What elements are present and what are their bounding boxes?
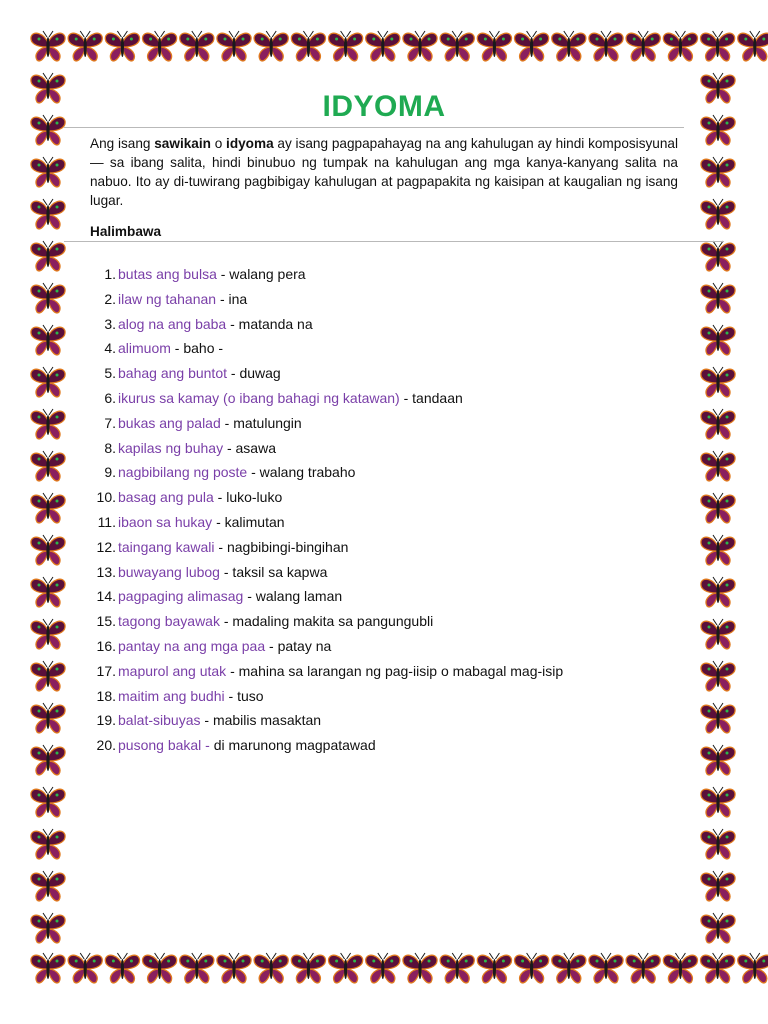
idiom-term: bukas ang palad bbox=[118, 414, 221, 431]
butterfly-icon bbox=[31, 871, 65, 901]
idiom-item bbox=[90, 415, 563, 440]
butterfly-icon bbox=[589, 953, 623, 983]
idiom-meaning: - madaling makita sa pangungubli bbox=[219, 613, 434, 630]
butterfly-icon bbox=[701, 787, 735, 817]
butterfly-icon bbox=[738, 953, 768, 983]
butterfly-icon bbox=[31, 787, 65, 817]
butterfly-icon bbox=[366, 953, 400, 983]
butterfly-icon bbox=[589, 31, 623, 61]
item-number: 2. bbox=[104, 290, 116, 307]
idiom-term: maitim ang budhi bbox=[118, 687, 225, 704]
butterfly-icon bbox=[701, 157, 735, 187]
idiom-term: basag ang pula bbox=[118, 489, 214, 506]
idiom-term: ikurus sa kamay (o ibang bahagi ng katawan) bbox=[118, 389, 400, 406]
butterfly-icon bbox=[142, 953, 176, 983]
butterfly-icon bbox=[403, 953, 437, 983]
idiom-meaning: - mabilis masaktan bbox=[200, 712, 322, 729]
butterfly-icon bbox=[180, 31, 214, 61]
butterfly-icon bbox=[31, 157, 65, 187]
butterfly-icon bbox=[31, 241, 65, 271]
butterfly-icon bbox=[31, 535, 65, 565]
butterfly-icon bbox=[403, 31, 437, 61]
idiom-meaning: - asawa bbox=[223, 439, 276, 456]
item-number: 3. bbox=[104, 315, 116, 332]
idiom-list bbox=[90, 266, 563, 762]
butterfly-icon bbox=[700, 31, 734, 61]
idiom-meaning: - walang laman bbox=[243, 588, 343, 605]
page-title: IDYOMA bbox=[322, 90, 446, 123]
idiom-term: balat-sibuyas bbox=[118, 712, 201, 729]
item-number: 8. bbox=[104, 439, 116, 456]
butterfly-icon bbox=[663, 31, 697, 61]
butterfly-icon bbox=[31, 199, 65, 229]
butterfly-icon bbox=[217, 31, 251, 61]
butterfly-icon bbox=[701, 913, 735, 943]
idiom-item bbox=[90, 564, 563, 589]
butterfly-icon bbox=[328, 31, 362, 61]
butterfly-icon bbox=[31, 115, 65, 145]
item-number: 10. bbox=[96, 489, 116, 506]
idiom-term: pusong bakal - bbox=[118, 737, 210, 754]
item-number: 9. bbox=[104, 464, 116, 481]
idiom-meaning: - duwag bbox=[227, 365, 281, 382]
idiom-item bbox=[90, 613, 563, 638]
butterfly-icon bbox=[552, 953, 586, 983]
item-number: 4. bbox=[104, 340, 116, 357]
item-number: 18. bbox=[96, 687, 116, 704]
butterfly-icon bbox=[31, 661, 65, 691]
keyword-sawikain: sawikain bbox=[154, 136, 211, 151]
butterfly-icon bbox=[31, 283, 65, 313]
idiom-term: kapilas ng buhay bbox=[118, 439, 224, 456]
idiom-meaning: di marunong magpatawad bbox=[209, 737, 376, 754]
item-number: 5. bbox=[104, 365, 116, 382]
butterfly-icon bbox=[514, 953, 548, 983]
idiom-term: alimuom bbox=[118, 340, 171, 357]
item-number: 17. bbox=[96, 662, 116, 679]
idiom-term: taingang kawali bbox=[118, 538, 215, 555]
idiom-item bbox=[90, 539, 563, 564]
idiom-meaning: - walang trabaho bbox=[247, 464, 356, 481]
title-divider bbox=[64, 127, 684, 128]
butterfly-icon bbox=[552, 31, 586, 61]
butterfly-icon bbox=[701, 325, 735, 355]
butterfly-icon bbox=[254, 31, 288, 61]
butterfly-icon bbox=[31, 367, 65, 397]
butterfly-icon bbox=[701, 367, 735, 397]
butterfly-icon bbox=[217, 953, 251, 983]
idiom-meaning: - taksil sa kapwa bbox=[219, 563, 328, 580]
idiom-item bbox=[90, 514, 563, 539]
butterfly-icon bbox=[31, 31, 65, 61]
idiom-item bbox=[90, 737, 563, 762]
idiom-term: bahag ang buntot bbox=[118, 365, 227, 382]
item-number: 14. bbox=[96, 588, 116, 605]
butterfly-icon bbox=[701, 829, 735, 859]
idiom-item bbox=[90, 365, 563, 390]
idiom-item bbox=[90, 712, 563, 737]
butterfly-icon bbox=[291, 31, 325, 61]
butterfly-icon bbox=[254, 953, 288, 983]
idiom-term: pantay na ang mga paa bbox=[118, 637, 266, 654]
butterfly-icon bbox=[328, 953, 362, 983]
idiom-term: ilaw ng tahanan bbox=[118, 290, 217, 307]
item-number: 15. bbox=[96, 613, 116, 630]
item-number: 20. bbox=[96, 737, 116, 754]
butterfly-icon bbox=[701, 703, 735, 733]
butterfly-icon bbox=[31, 493, 65, 523]
butterfly-icon bbox=[31, 73, 65, 103]
idiom-item bbox=[90, 663, 563, 688]
idiom-term: buwayang lubog bbox=[118, 563, 220, 580]
butterfly-icon bbox=[105, 953, 139, 983]
butterfly-icon bbox=[701, 283, 735, 313]
item-number: 13. bbox=[96, 563, 116, 580]
idiom-item bbox=[90, 316, 563, 341]
idiom-item bbox=[90, 588, 563, 613]
butterfly-icon bbox=[701, 535, 735, 565]
idiom-item bbox=[90, 390, 563, 415]
butterfly-icon bbox=[31, 745, 65, 775]
idiom-meaning: - ina bbox=[216, 290, 248, 307]
butterfly-icon bbox=[105, 31, 139, 61]
idiom-term: tagong bayawak bbox=[118, 613, 220, 630]
idiom-item bbox=[90, 440, 563, 465]
butterfly-icon bbox=[291, 953, 325, 983]
idiom-term: ibaon sa hukay bbox=[118, 513, 213, 530]
butterfly-icon bbox=[701, 241, 735, 271]
idiom-item bbox=[90, 340, 563, 365]
idiom-term: pagpaging alimasag bbox=[118, 588, 244, 605]
butterfly-icon bbox=[626, 31, 660, 61]
idiom-item bbox=[90, 489, 563, 514]
butterfly-icon bbox=[31, 913, 65, 943]
idiom-term: alog na ang baba bbox=[118, 315, 227, 332]
butterfly-icon bbox=[701, 619, 735, 649]
idiom-meaning: - nagbibingi-bingihan bbox=[214, 538, 349, 555]
butterfly-icon bbox=[31, 703, 65, 733]
butterfly-icon bbox=[477, 953, 511, 983]
butterfly-icon bbox=[68, 31, 102, 61]
butterfly-icon bbox=[31, 409, 65, 439]
section-heading: Halimbawa bbox=[90, 224, 162, 239]
butterfly-icon bbox=[31, 451, 65, 481]
idiom-meaning: - walang pera bbox=[216, 266, 306, 282]
butterfly-icon bbox=[180, 953, 214, 983]
idiom-item bbox=[90, 291, 563, 316]
idiom-meaning: - patay na bbox=[265, 637, 332, 654]
butterfly-icon bbox=[701, 577, 735, 607]
butterfly-icon bbox=[701, 115, 735, 145]
butterfly-icon bbox=[701, 73, 735, 103]
butterfly-icon bbox=[701, 409, 735, 439]
item-number: 11. bbox=[97, 513, 116, 530]
butterfly-icon bbox=[440, 31, 474, 61]
idiom-term: nagbibilang ng poste bbox=[118, 464, 248, 481]
butterfly-icon bbox=[514, 31, 548, 61]
item-number: 1. bbox=[104, 266, 116, 282]
idiom-item bbox=[90, 688, 563, 713]
idiom-term: mapurol ang utak bbox=[118, 662, 227, 679]
butterfly-icon bbox=[701, 745, 735, 775]
idiom-term: butas ang bulsa bbox=[118, 266, 217, 282]
idiom-meaning: - tandaan bbox=[399, 389, 463, 406]
butterfly-icon bbox=[477, 31, 511, 61]
item-number: 19. bbox=[96, 712, 116, 729]
butterfly-icon bbox=[31, 577, 65, 607]
idiom-meaning: - mahina sa larangan ng pag-iisip o mabagal mag-isip bbox=[226, 662, 564, 679]
butterfly-icon bbox=[701, 199, 735, 229]
butterfly-icon bbox=[31, 829, 65, 859]
butterfly-icon bbox=[701, 451, 735, 481]
item-number: 16. bbox=[96, 637, 116, 654]
item-number: 12. bbox=[96, 538, 116, 555]
idiom-item bbox=[90, 266, 563, 291]
butterfly-icon bbox=[142, 31, 176, 61]
butterfly-icon bbox=[68, 953, 102, 983]
butterfly-icon bbox=[663, 953, 697, 983]
butterfly-icon bbox=[366, 31, 400, 61]
butterfly-icon bbox=[31, 619, 65, 649]
item-number: 7. bbox=[104, 414, 116, 431]
idiom-meaning: - matanda na bbox=[226, 315, 313, 332]
idiom-meaning: - kalimutan bbox=[212, 513, 285, 530]
butterfly-icon bbox=[700, 953, 734, 983]
idiom-meaning: - tuso bbox=[224, 687, 264, 704]
keyword-idyoma: idyoma bbox=[226, 136, 274, 151]
butterfly-icon bbox=[31, 953, 65, 983]
idiom-meaning: - luko-luko bbox=[213, 489, 283, 506]
butterfly-icon bbox=[738, 31, 768, 61]
butterfly-icon bbox=[31, 325, 65, 355]
butterfly-icon bbox=[701, 493, 735, 523]
item-number: 6. bbox=[104, 389, 116, 406]
section-divider bbox=[64, 241, 724, 242]
idiom-meaning: - matulungin bbox=[220, 414, 302, 431]
butterfly-icon bbox=[626, 953, 660, 983]
idiom-item bbox=[90, 638, 563, 663]
idiom-item bbox=[90, 464, 563, 489]
intro-paragraph: Ang isang sawikain o idyoma ay isang pagpapahayag na ang kahulugan ay hindi komposisyunal — sa ibang salita, hindi binubuo ng tumpak na kahulugan ang mga kanya-kanyang salita na nabuo. Ito ay di-tuwirang pagbibigay kahulugan at pagpapakita ng kaisipan at kaugalian ng isang lugar. bbox=[90, 136, 678, 208]
butterfly-icon bbox=[701, 661, 735, 691]
butterfly-icon bbox=[701, 871, 735, 901]
idiom-meaning: - baho - bbox=[170, 340, 224, 357]
butterfly-icon bbox=[440, 953, 474, 983]
